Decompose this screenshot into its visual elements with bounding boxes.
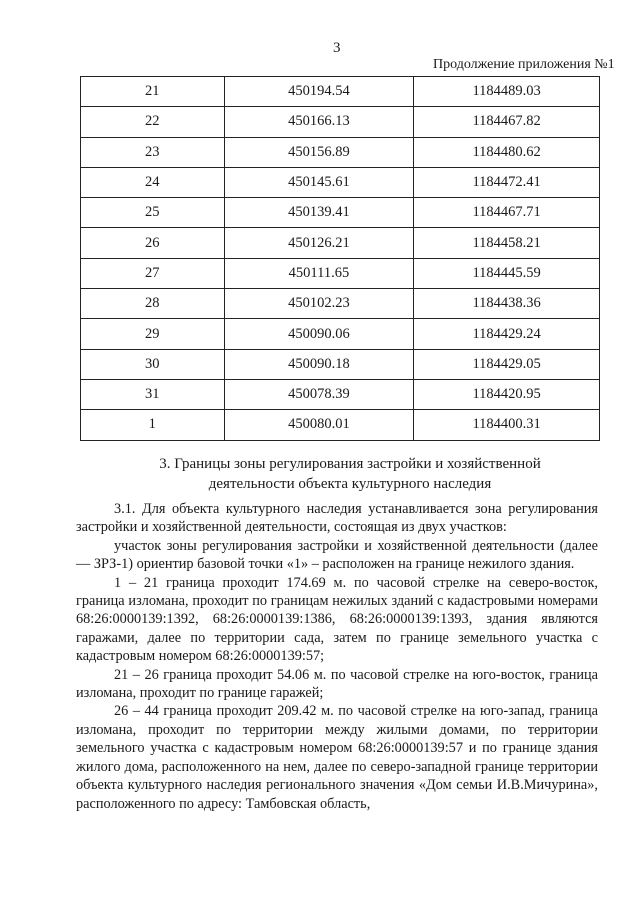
y-coordinate-cell: 1184420.95 <box>414 379 600 409</box>
y-coordinate-cell: 1184489.03 <box>414 77 600 107</box>
y-coordinate-cell: 1184445.59 <box>414 258 600 288</box>
table-row <box>81 319 600 349</box>
paragraph-boundary-1-21: 1 – 21 граница проходит 174.69 м. по часовой стрелке на северо-восток, граница изломана, проходит по границам нежилых зданий с кадастровыми номерами 68:26:0000139:1392, 68:26:0000139:1386, 68:26:0000139:1393, здания являются гаражами, далее по территории сада, затем по границе земельного участка с кадастровым номером 68:26:0000139:57; <box>76 574 598 665</box>
x-coordinate-cell: 450080.01 <box>224 410 414 440</box>
table-row <box>81 107 600 137</box>
point-number-cell: 22 <box>81 107 225 137</box>
x-coordinate-cell: 450145.61 <box>224 167 414 197</box>
table-row <box>81 198 600 228</box>
table-row <box>81 77 600 107</box>
x-coordinate-cell: 450090.06 <box>224 319 414 349</box>
x-coordinate-cell: 450139.41 <box>224 198 414 228</box>
point-number-cell: 27 <box>81 258 225 288</box>
appendix-note: Продолжение приложения №1 <box>433 57 615 72</box>
point-number-cell: 30 <box>81 349 225 379</box>
y-coordinate-cell: 1184429.05 <box>414 349 600 379</box>
x-coordinate-cell: 450078.39 <box>224 379 414 409</box>
section-heading-line-2: деятельности объекта культурного наследия <box>208 476 492 492</box>
y-coordinate-cell: 1184429.24 <box>414 319 600 349</box>
page-number: 3 <box>333 40 341 56</box>
x-coordinate-cell: 450166.13 <box>224 107 414 137</box>
table-row <box>81 349 600 379</box>
point-number-cell: 23 <box>81 137 225 167</box>
x-coordinate-cell: 450156.89 <box>224 137 414 167</box>
coordinates-table-body <box>81 77 600 441</box>
point-number-cell: 26 <box>81 228 225 258</box>
y-coordinate-cell: 1184480.62 <box>414 137 600 167</box>
body-text <box>76 500 598 813</box>
paragraph-boundary-21-26: 21 – 26 граница проходит 54.06 м. по часовой стрелке на юго-восток, граница изломана, проходит по границе гаражей; <box>76 666 598 702</box>
point-number-cell: 31 <box>81 379 225 409</box>
table-row <box>81 228 600 258</box>
table-row <box>81 289 600 319</box>
table-row <box>81 410 600 440</box>
table-row <box>81 167 600 197</box>
point-number-cell: 25 <box>81 198 225 228</box>
section-heading-line-1: 3. Границы зоны регулирования застройки и хозяйственной <box>159 456 541 472</box>
x-coordinate-cell: 450111.65 <box>224 258 414 288</box>
point-number-cell: 1 <box>81 410 225 440</box>
point-number-cell: 29 <box>81 319 225 349</box>
x-coordinate-cell: 450126.21 <box>224 228 414 258</box>
table-row <box>81 137 600 167</box>
y-coordinate-cell: 1184438.36 <box>414 289 600 319</box>
x-coordinate-cell: 450194.54 <box>224 77 414 107</box>
x-coordinate-cell: 450090.18 <box>224 349 414 379</box>
x-coordinate-cell: 450102.23 <box>224 289 414 319</box>
point-number-cell: 21 <box>81 77 225 107</box>
y-coordinate-cell: 1184472.41 <box>414 167 600 197</box>
paragraph-3-1: 3.1. Для объекта культурного наследия устанавливается зона регулирования застройки и хозяйственной деятельности, состоящая из двух участков: <box>76 501 598 536</box>
y-coordinate-cell: 1184467.71 <box>414 198 600 228</box>
point-number-cell: 24 <box>81 167 225 197</box>
table-row <box>81 258 600 288</box>
coordinates-table <box>80 76 600 441</box>
y-coordinate-cell: 1184467.82 <box>414 107 600 137</box>
y-coordinate-cell: 1184458.21 <box>414 228 600 258</box>
table-row <box>81 379 600 409</box>
paragraph-boundary-26-44: 26 – 44 граница проходит 209.42 м. по часовой стрелке на юго-запад, граница изломана, проходит по территории между жилыми домами, по территории земельного участка с кадастровым номером 68:26:0000139:57 и по границе здания жилого дома, расположенного на нем, далее по северо-западной границе территории объекта культурного наследия регионального значения «Дом семьи И.В.Мичурина», расположенного по адресу: Тамбовская область, <box>76 703 598 812</box>
section-heading <box>100 454 600 494</box>
y-coordinate-cell: 1184400.31 <box>414 410 600 440</box>
point-number-cell: 28 <box>81 289 225 319</box>
paragraph-zrz1-description: участок зоны регулирования застройки и хозяйственной деятельности (далее — ЗРЗ-1) ориентир базовой точки «1» – расположен на границе нежилого здания. <box>76 537 598 573</box>
